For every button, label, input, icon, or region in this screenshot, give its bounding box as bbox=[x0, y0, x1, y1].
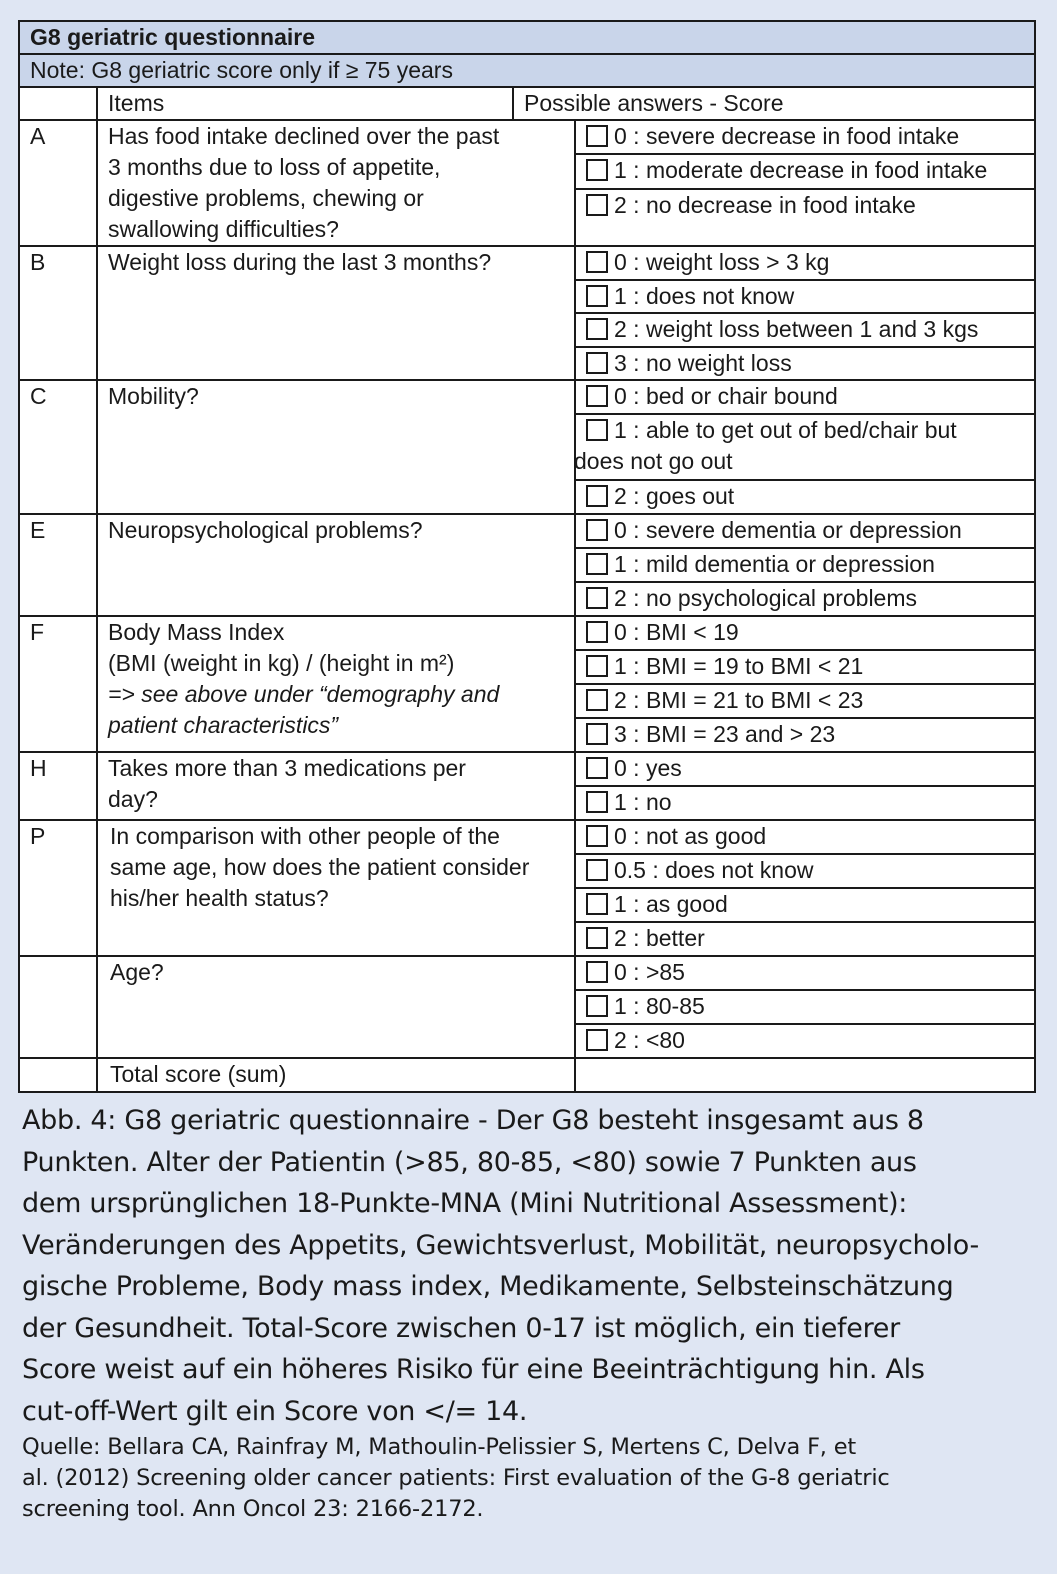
table-row bbox=[19, 752, 1035, 786]
answer-option[interactable]: 2 : no psychological problems bbox=[575, 582, 1035, 616]
source-citation bbox=[22, 1432, 1042, 1525]
answer-option[interactable]: 2 : goes out bbox=[575, 480, 1035, 514]
answer-option[interactable]: 0 : >85 bbox=[575, 956, 1035, 990]
checkbox-icon[interactable] bbox=[586, 723, 608, 745]
total-score-label: Total score (sum) bbox=[97, 1058, 575, 1092]
table-row bbox=[19, 1058, 1035, 1092]
checkbox-icon[interactable] bbox=[586, 352, 608, 374]
caption-line: Punkten. Alter der Patientin (>85, 80-85, <80) sowie 7 Punkten aus bbox=[22, 1146, 917, 1178]
item-question: Mobility? bbox=[97, 380, 575, 514]
checkbox-icon[interactable] bbox=[586, 791, 608, 813]
table-row bbox=[19, 120, 1035, 154]
answer-option[interactable]: 1 : does not know bbox=[575, 280, 1035, 313]
answer-option[interactable]: 3 : BMI = 23 and > 23 bbox=[575, 718, 1035, 752]
answer-option[interactable]: 1 : 80-85 bbox=[575, 990, 1035, 1024]
answer-option[interactable]: 3 : no weight loss bbox=[575, 347, 1035, 380]
checkbox-icon[interactable] bbox=[586, 419, 608, 441]
caption-line: cut-off-Wert gilt ein Score von </= 14. bbox=[22, 1395, 528, 1427]
table-row bbox=[19, 246, 1035, 280]
caption-line: gische Probleme, Body mass index, Medikamente, Selbsteinschätzung bbox=[22, 1271, 954, 1302]
answer-option[interactable]: 0.5 : does not know bbox=[575, 854, 1035, 888]
checkbox-icon[interactable] bbox=[586, 961, 608, 983]
checkbox-icon[interactable] bbox=[586, 318, 608, 340]
caption-line: Veränderungen des Appetits, Gewichtsverlust, Mobilität, neuropsycholo- bbox=[22, 1229, 979, 1261]
checkbox-icon[interactable] bbox=[586, 621, 608, 643]
item-question: In comparison with other people of the same age, how does the patient consider his/her health status? bbox=[97, 820, 575, 956]
checkbox-icon[interactable] bbox=[586, 285, 608, 307]
item-letter: B bbox=[19, 246, 97, 380]
table-row bbox=[19, 956, 1035, 990]
item-question: Age? bbox=[97, 956, 575, 1058]
table-row bbox=[19, 820, 1035, 854]
item-letter: P bbox=[19, 820, 97, 956]
checkbox-icon[interactable] bbox=[586, 655, 608, 677]
checkbox-icon[interactable] bbox=[586, 125, 608, 147]
source-line: screening tool. Ann Oncol 23: 2166-2172. bbox=[22, 1496, 484, 1522]
answer-option[interactable]: 2 : <80 bbox=[575, 1024, 1035, 1058]
item-letter bbox=[19, 956, 97, 1058]
checkbox-icon[interactable] bbox=[586, 1029, 608, 1051]
answer-option[interactable]: 1 : moderate decrease in food intake bbox=[575, 154, 1035, 188]
answer-option[interactable]: 0 : BMI < 19 bbox=[575, 616, 1035, 650]
checkbox-icon[interactable] bbox=[586, 995, 608, 1017]
answer-option[interactable]: 0 : severe decrease in food intake bbox=[575, 120, 1035, 154]
caption-line: Abb. 4: G8 geriatric questionnaire - Der G8 besteht insgesamt aus 8 bbox=[22, 1105, 924, 1136]
table-row bbox=[19, 380, 1035, 414]
item-question: Weight loss during the last 3 months? bbox=[97, 246, 575, 380]
item-letter: F bbox=[19, 616, 97, 752]
item-letter: H bbox=[19, 752, 97, 820]
answer-option[interactable]: 2 : better bbox=[575, 922, 1035, 956]
source-line: Quelle: Bellara CA, Rainfray M, Mathoulin-Pelissier S, Mertens C, Delva F, et bbox=[22, 1434, 856, 1460]
checkbox-icon[interactable] bbox=[586, 553, 608, 575]
items-column-header: Items bbox=[97, 87, 513, 120]
answer-option[interactable]: 1 : able to get out of bed/chair but does not go out bbox=[575, 414, 1035, 480]
answer-option[interactable]: 0 : bed or chair bound bbox=[575, 380, 1035, 414]
checkbox-icon[interactable] bbox=[586, 859, 608, 881]
answer-option[interactable]: 2 : weight loss between 1 and 3 kgs bbox=[575, 313, 1035, 347]
caption-line: Score weist auf ein höheres Risiko für eine Beeinträchtigung hin. Als bbox=[22, 1354, 925, 1385]
item-letter: C bbox=[19, 380, 97, 514]
checkbox-icon[interactable] bbox=[586, 519, 608, 541]
checkbox-icon[interactable] bbox=[586, 893, 608, 915]
item-question: Has food intake declined over the past 3 months due to loss of appetite, digestive problems, chewing or swallowing difficulties? bbox=[97, 120, 575, 246]
checkbox-icon[interactable] bbox=[586, 757, 608, 779]
caption-line: dem ursprünglichen 18-Punkte-MNA (Mini Nutritional Assessment): bbox=[22, 1188, 908, 1219]
checkbox-icon[interactable] bbox=[586, 689, 608, 711]
answer-option[interactable]: 1 : mild dementia or depression bbox=[575, 548, 1035, 582]
answer-option[interactable]: 2 : no decrease in food intake bbox=[575, 189, 1035, 246]
answers-column-header: Possible answers - Score bbox=[513, 87, 1035, 120]
answer-option[interactable]: 1 : BMI = 19 to BMI < 21 bbox=[575, 650, 1035, 684]
age-note: Note: G8 geriatric score only if ≥ 75 years bbox=[19, 54, 1035, 87]
answer-option[interactable]: 1 : no bbox=[575, 786, 1035, 820]
checkbox-icon[interactable] bbox=[586, 194, 608, 216]
checkbox-icon[interactable] bbox=[586, 385, 608, 407]
caption-line: der Gesundheit. Total-Score zwischen 0-17 ist möglich, ein tieferer bbox=[22, 1312, 900, 1344]
checkbox-icon[interactable] bbox=[586, 825, 608, 847]
item-letter: E bbox=[19, 514, 97, 616]
letter-header-cell bbox=[19, 87, 97, 120]
total-letter-cell bbox=[19, 1058, 97, 1092]
table-row bbox=[19, 514, 1035, 548]
answer-option[interactable]: 1 : as good bbox=[575, 888, 1035, 922]
item-question: Body Mass Index (BMI (weight in kg) / (height in m²) => see above under “demography and patient characteristics” bbox=[97, 616, 575, 752]
checkbox-icon[interactable] bbox=[586, 159, 608, 181]
answer-option[interactable]: 0 : severe dementia or depression bbox=[575, 514, 1035, 548]
checkbox-icon[interactable] bbox=[586, 251, 608, 273]
item-question: Takes more than 3 medications per day? bbox=[97, 752, 575, 820]
table-title: G8 geriatric questionnaire bbox=[19, 21, 1035, 54]
answer-option[interactable]: 0 : not as good bbox=[575, 820, 1035, 854]
item-letter: A bbox=[19, 120, 97, 246]
answer-option[interactable]: 0 : yes bbox=[575, 752, 1035, 786]
table-row bbox=[19, 616, 1035, 650]
checkbox-icon[interactable] bbox=[586, 587, 608, 609]
g8-questionnaire-table bbox=[18, 20, 1036, 1093]
answer-option[interactable]: 2 : BMI = 21 to BMI < 23 bbox=[575, 684, 1035, 718]
item-question: Neuropsychological problems? bbox=[97, 514, 575, 616]
total-score-value[interactable] bbox=[575, 1058, 1035, 1092]
checkbox-icon[interactable] bbox=[586, 485, 608, 507]
figure-caption bbox=[22, 1100, 1042, 1432]
checkbox-icon[interactable] bbox=[586, 927, 608, 949]
answer-option[interactable]: 0 : weight loss > 3 kg bbox=[575, 246, 1035, 280]
source-line: al. (2012) Screening older cancer patients: First evaluation of the G-8 geriatric bbox=[22, 1465, 890, 1491]
